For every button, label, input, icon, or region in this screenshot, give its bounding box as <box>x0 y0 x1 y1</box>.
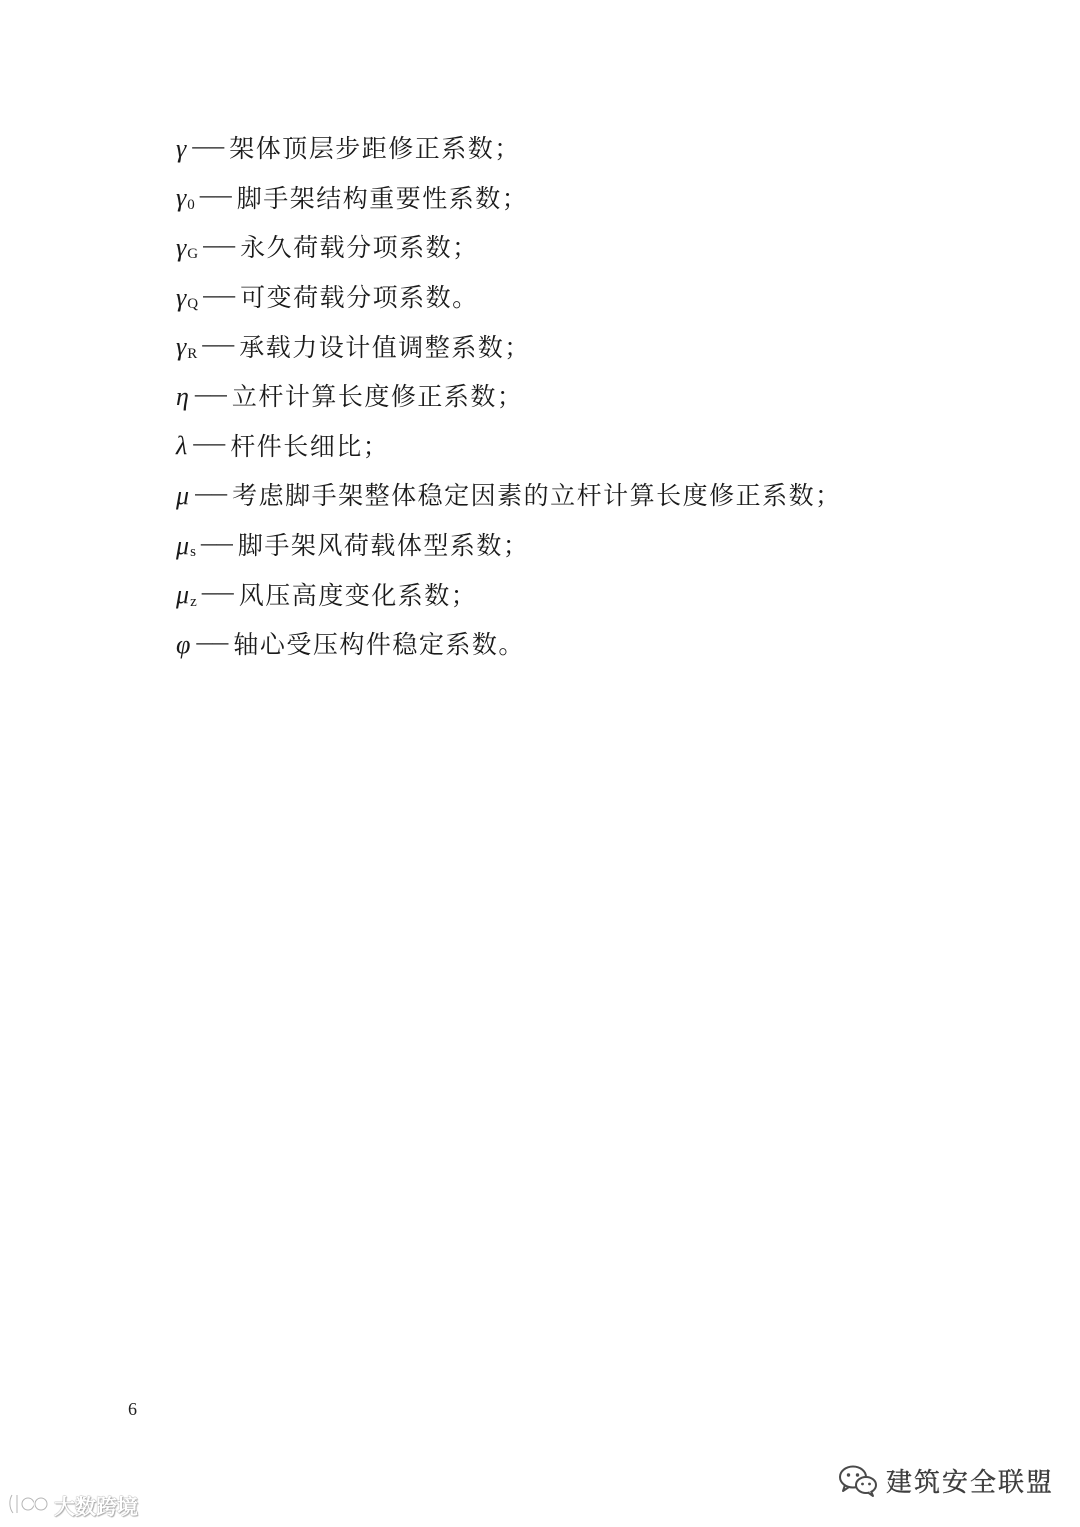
symbol-subscript: s <box>190 544 196 561</box>
symbol-subscript: R <box>187 345 198 362</box>
symbol-subscript: z <box>190 593 197 610</box>
symbol-description: 风压高度变化系数； <box>238 580 478 610</box>
symbol-row <box>176 273 842 323</box>
symbol-row <box>176 174 842 224</box>
symbol-row <box>176 124 842 174</box>
symbol: μ <box>176 530 190 560</box>
em-dash: —— <box>194 483 227 505</box>
symbol: φ <box>176 629 191 659</box>
symbol: γ <box>176 232 187 262</box>
symbol-subscript: G <box>187 246 199 263</box>
em-dash: —— <box>193 384 226 406</box>
em-dash: —— <box>192 434 225 456</box>
symbol-row <box>176 471 842 521</box>
watermark-account-name: 建筑安全联盟 <box>886 1468 1055 1498</box>
symbol-row <box>176 570 842 620</box>
symbol-description: 脚手架风荷载体型系数； <box>237 531 530 561</box>
symbol-row <box>176 372 842 422</box>
symbol-row <box>176 422 842 472</box>
wechat-icon <box>838 1464 878 1498</box>
symbol-row <box>176 521 842 571</box>
em-dash: —— <box>202 235 235 257</box>
page-number: 6 <box>128 1399 137 1419</box>
watermark-brand <box>8 1491 138 1521</box>
em-dash: —— <box>199 533 232 555</box>
em-dash: —— <box>198 186 231 208</box>
symbol-row <box>176 322 842 372</box>
symbol: γ <box>176 332 187 362</box>
symbol: μ <box>176 580 190 610</box>
symbol-description: 承载力设计值调整系数； <box>239 332 531 362</box>
symbol-description: 可变荷载分项系数。 <box>240 283 479 313</box>
symbol-description: 轴心受压构件稳定系数。 <box>233 630 525 660</box>
symbol-description: 脚手架结构重要性系数； <box>236 183 529 213</box>
symbol: γ <box>176 282 187 312</box>
symbol-subscript: Q <box>187 296 199 313</box>
symbol-description: 杆件长细比； <box>230 431 390 461</box>
em-dash: —— <box>202 285 235 307</box>
em-dash: —— <box>191 136 224 158</box>
watermark-account <box>838 1462 1054 1499</box>
symbol-subscript: 0 <box>187 196 195 213</box>
symbol-description: 考虑脚手架整体稳定因素的立杆计算长度修正系数； <box>232 481 842 511</box>
symbol-row <box>176 620 842 670</box>
symbol-definition-list <box>176 124 842 670</box>
symbol: η <box>176 381 189 411</box>
symbol-description: 立杆计算长度修正系数； <box>231 382 524 412</box>
symbol: γ <box>176 183 187 213</box>
brand-logo-icon <box>8 1492 50 1520</box>
symbol-description: 永久荷载分项系数； <box>240 233 479 263</box>
em-dash: —— <box>195 632 228 654</box>
symbol-description: 架体顶层步距修正系数； <box>229 134 521 164</box>
em-dash: —— <box>201 335 234 357</box>
symbol-row <box>176 223 842 273</box>
watermark-brand-name: 大数跨境 <box>54 1495 138 1519</box>
symbol: μ <box>176 480 190 510</box>
symbol: γ <box>176 133 187 163</box>
em-dash: —— <box>200 583 233 605</box>
symbol: λ <box>176 431 188 461</box>
